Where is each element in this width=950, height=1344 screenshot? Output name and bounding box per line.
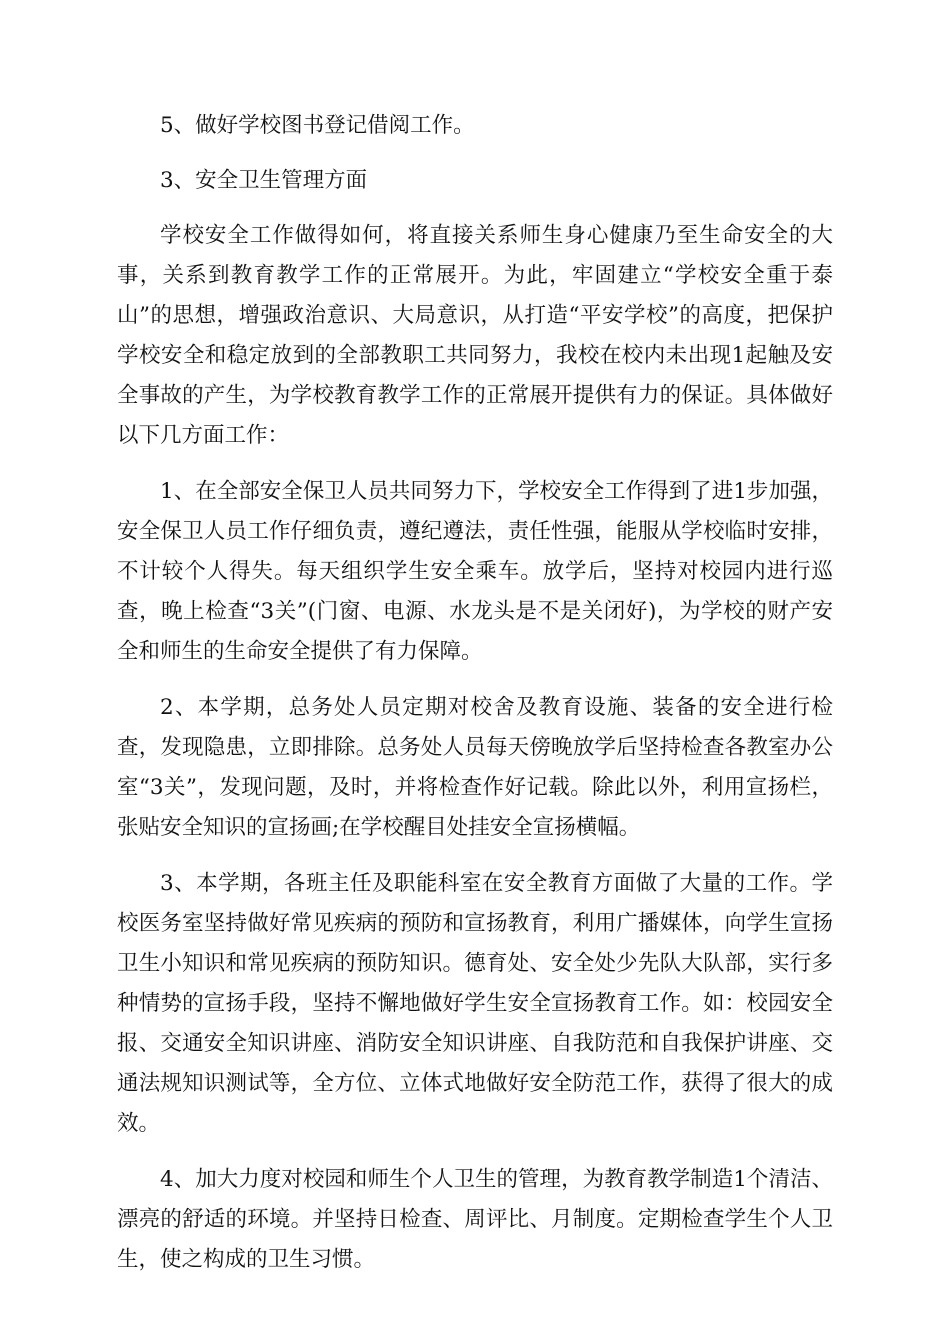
section-heading-safety-hygiene: 3、安全卫生管理方面 bbox=[160, 168, 368, 193]
paragraph-library-item: 5、做好学校图书登记借阅工作。 bbox=[160, 113, 475, 138]
document-body bbox=[117, 106, 833, 1280]
paragraph-item-4: 4、加大力度对校园和师生个人卫生的管理，为教育教学制造1个清洁、漂亮的舒适的环境。并坚持日检查、周评比、月制度。定期检查学生个人卫生，使之构成的卫生习惯。 bbox=[117, 1167, 833, 1272]
paragraph-item-1: 1、在全部安全保卫人员共同努力下，学校安全工作得到了进1步加强，安全保卫人员工作仔细负责，遵纪遵法，责任性强，能服从学校临时安排，不计较个人得失。每天组织学生安全乘车。放学后，坚持对校园内进行巡查，晚上检查“3关”(门窗、电源、水龙头是不是关闭好)，为学校的财产安全和师生的生命安全提供了有力保障。 bbox=[117, 479, 833, 664]
paragraph-item-3: 3、本学期，各班主任及职能科室在安全教育方面做了大量的工作。学校医务室坚持做好常见疾病的预防和宣扬教育，利用广播媒体，向学生宣扬卫生小知识和常见疾病的预防知识。德育处、安全处少先队大队部，实行多种情势的宣扬手段，坚持不懈地做好学生安全宣扬教育工作。如：校园安全报、交通安全知识讲座、消防安全知识讲座、自我防范和自我保护讲座、交通法规知识测试等，全方位、立体式地做好安全防范工作，获得了很大的成效。 bbox=[117, 871, 833, 1136]
paragraph-item-2: 2、本学期，总务处人员定期对校舍及教育设施、装备的安全进行检查，发现隐患，立即排除。总务处人员每天傍晚放学后坚持检查各教室办公室“3关”，发现问题，及时，并将检查作好记载。除此以外，利用宣扬栏，张贴安全知识的宣扬画;在学校醒目处挂安全宣扬横幅。 bbox=[117, 695, 833, 840]
paragraph-safety-intro: 学校安全工作做得如何，将直接关系师生身心健康乃至生命安全的大事，关系到教育教学工作的正常展开。为此，牢固建立“学校安全重于泰山”的思想，增强政治意识、大局意识，从打造“平安学校”的高度，把保护学校安全和稳定放到的全部教职工共同努力，我校在校内未出现1起触及安全事故的产生，为学校教育教学工作的正常展开提供有力的保证。具体做好以下几方面工作： bbox=[117, 223, 833, 448]
